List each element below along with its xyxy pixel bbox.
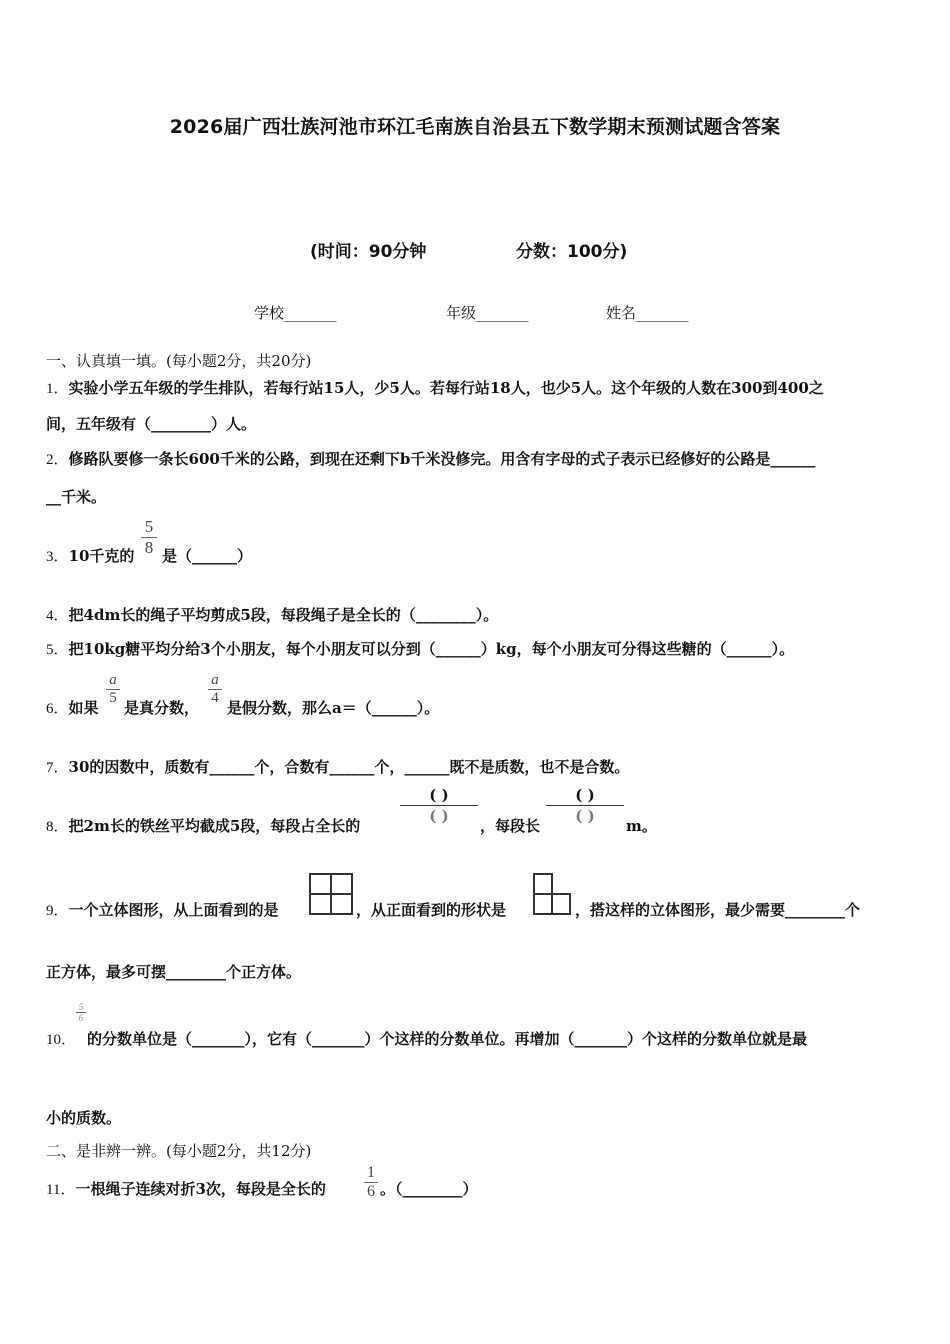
question-6-mid: 是真分数， bbox=[124, 699, 200, 717]
front-view-icon bbox=[533, 873, 573, 915]
question-1 bbox=[46, 377, 824, 398]
question-text: 修路队要修一条长600千米的公路，到现在还剩下b千米没修完。用含有字母的式子表示已经修好的公路是______ bbox=[68, 450, 816, 468]
question-3-cont: 是（______） bbox=[162, 547, 253, 565]
question-text: 30的因数中，质数有______个，合数有______个，______既不是质数，也不是合数。 bbox=[68, 758, 630, 776]
question-6 bbox=[46, 697, 99, 718]
top-view-cell bbox=[330, 893, 353, 915]
question-9 bbox=[46, 899, 279, 920]
question-6-end: 是假分数，那么a＝（______）。 bbox=[227, 699, 440, 717]
question-7 bbox=[46, 756, 629, 777]
fraction-a-4 bbox=[208, 672, 222, 707]
document-title: 2026届广西壮族河池市环江毛南族自治县五下数学期末预测试题含答案 bbox=[169, 116, 781, 138]
question-9-cont: 正方体，最多可摆________个正方体。 bbox=[46, 963, 302, 981]
question-text: 把10kg糖平均分给3个小朋友，每个小朋友可以分到（______）kg，每个小朋友可分得这些糖的（______）。 bbox=[68, 640, 795, 658]
question-3 bbox=[46, 545, 134, 566]
numerator: a bbox=[211, 672, 219, 688]
question-10-cont: 小的质数。 bbox=[46, 1109, 122, 1127]
question-number: 5． bbox=[46, 642, 69, 658]
question-8-mid: ，每段长 bbox=[480, 817, 541, 835]
question-11 bbox=[46, 1178, 326, 1199]
question-number: 9． bbox=[46, 903, 69, 919]
school-field: 学校_______ bbox=[254, 304, 337, 322]
question-text: 一根绳子连续对折3次，每段是全长的 bbox=[75, 1180, 326, 1198]
question-number: 8． bbox=[46, 819, 69, 835]
denominator: 8 bbox=[144, 538, 154, 557]
fraction-bar bbox=[400, 805, 478, 806]
numerator: 5 bbox=[144, 517, 154, 536]
blank-fraction-1[interactable] bbox=[400, 786, 478, 825]
question-text: 如果 bbox=[68, 699, 99, 717]
blank-fraction-2[interactable] bbox=[546, 786, 624, 825]
exam-time: (时间：90分钟 bbox=[310, 242, 427, 262]
top-view-icon bbox=[309, 873, 353, 915]
front-view-cell bbox=[533, 893, 553, 915]
front-view-cell bbox=[551, 893, 571, 915]
question-2 bbox=[46, 448, 815, 469]
question-5 bbox=[46, 638, 794, 659]
fraction-5-8 bbox=[141, 517, 157, 558]
question-1-cont: 间，五年级有（________）人。 bbox=[46, 415, 257, 433]
question-text: 把4dm长的绳子平均剪成5段，每段绳子是全长的（________）。 bbox=[68, 606, 499, 624]
exam-score: 分数：100分) bbox=[516, 242, 628, 262]
question-number: 7． bbox=[46, 760, 69, 776]
numerator-blank: ( ) bbox=[429, 786, 449, 804]
denominator: 5 bbox=[109, 690, 117, 706]
top-view-cell bbox=[309, 873, 332, 895]
question-number: 11． bbox=[46, 1182, 76, 1198]
question-8 bbox=[46, 815, 360, 836]
grade-field: 年级_______ bbox=[446, 304, 529, 322]
question-2-cont: __千米。 bbox=[46, 488, 107, 506]
top-view-cell bbox=[309, 893, 332, 915]
question-11-end: 。（________） bbox=[380, 1180, 478, 1198]
fraction-5-6-small bbox=[76, 1002, 86, 1023]
question-9-mid: ，从正面看到的形状是 bbox=[356, 901, 507, 919]
question-number: 3． bbox=[46, 549, 69, 565]
front-view-cell bbox=[533, 873, 553, 895]
name-field: 姓名_______ bbox=[606, 304, 689, 322]
fraction-a-5 bbox=[106, 672, 120, 707]
section-1-heading: 一、认真填一填。(每小题2分，共20分) bbox=[46, 352, 312, 370]
question-9-end: ，搭这样的立体图形，最少需要________个 bbox=[575, 901, 861, 919]
question-number: 4． bbox=[46, 608, 69, 624]
question-number: 10． bbox=[46, 1032, 77, 1048]
denominator: 6 bbox=[367, 1183, 375, 1200]
question-number: 2． bbox=[46, 452, 69, 468]
question-number: 6． bbox=[46, 701, 69, 717]
question-10-text: 的分数单位是（_______），它有（_______）个这样的分数单位。再增加（_______）个这样的分数单位就是最 bbox=[87, 1030, 808, 1048]
question-8-end: m。 bbox=[626, 817, 657, 835]
numerator: a bbox=[109, 672, 117, 688]
denominator-blank: ( ) bbox=[429, 807, 449, 825]
question-text: 10千克的 bbox=[68, 547, 135, 565]
denominator: 4 bbox=[211, 690, 219, 706]
question-10 bbox=[46, 1028, 76, 1049]
denominator: 6 bbox=[78, 1013, 84, 1023]
section-2-heading: 二、是非辨一辨。(每小题2分，共12分) bbox=[46, 1142, 312, 1160]
fraction-bar bbox=[546, 805, 624, 806]
question-text: 实验小学五年级的学生排队，若每行站15人，少5人。若每行站18人，也少5人。这个年级的人数在300到400之 bbox=[68, 379, 824, 397]
question-number: 1． bbox=[46, 381, 69, 397]
top-view-cell bbox=[330, 873, 353, 895]
fraction-1-6 bbox=[364, 1164, 378, 1201]
numerator: 5 bbox=[78, 1002, 84, 1012]
numerator-blank: ( ) bbox=[575, 786, 595, 804]
question-text: 把2m长的铁丝平均截成5段，每段占全长的 bbox=[68, 817, 361, 835]
denominator-blank: ( ) bbox=[575, 807, 595, 825]
numerator: 1 bbox=[367, 1164, 375, 1181]
question-text: 一个立体图形，从上面看到的是 bbox=[68, 901, 279, 919]
question-4 bbox=[46, 604, 498, 625]
